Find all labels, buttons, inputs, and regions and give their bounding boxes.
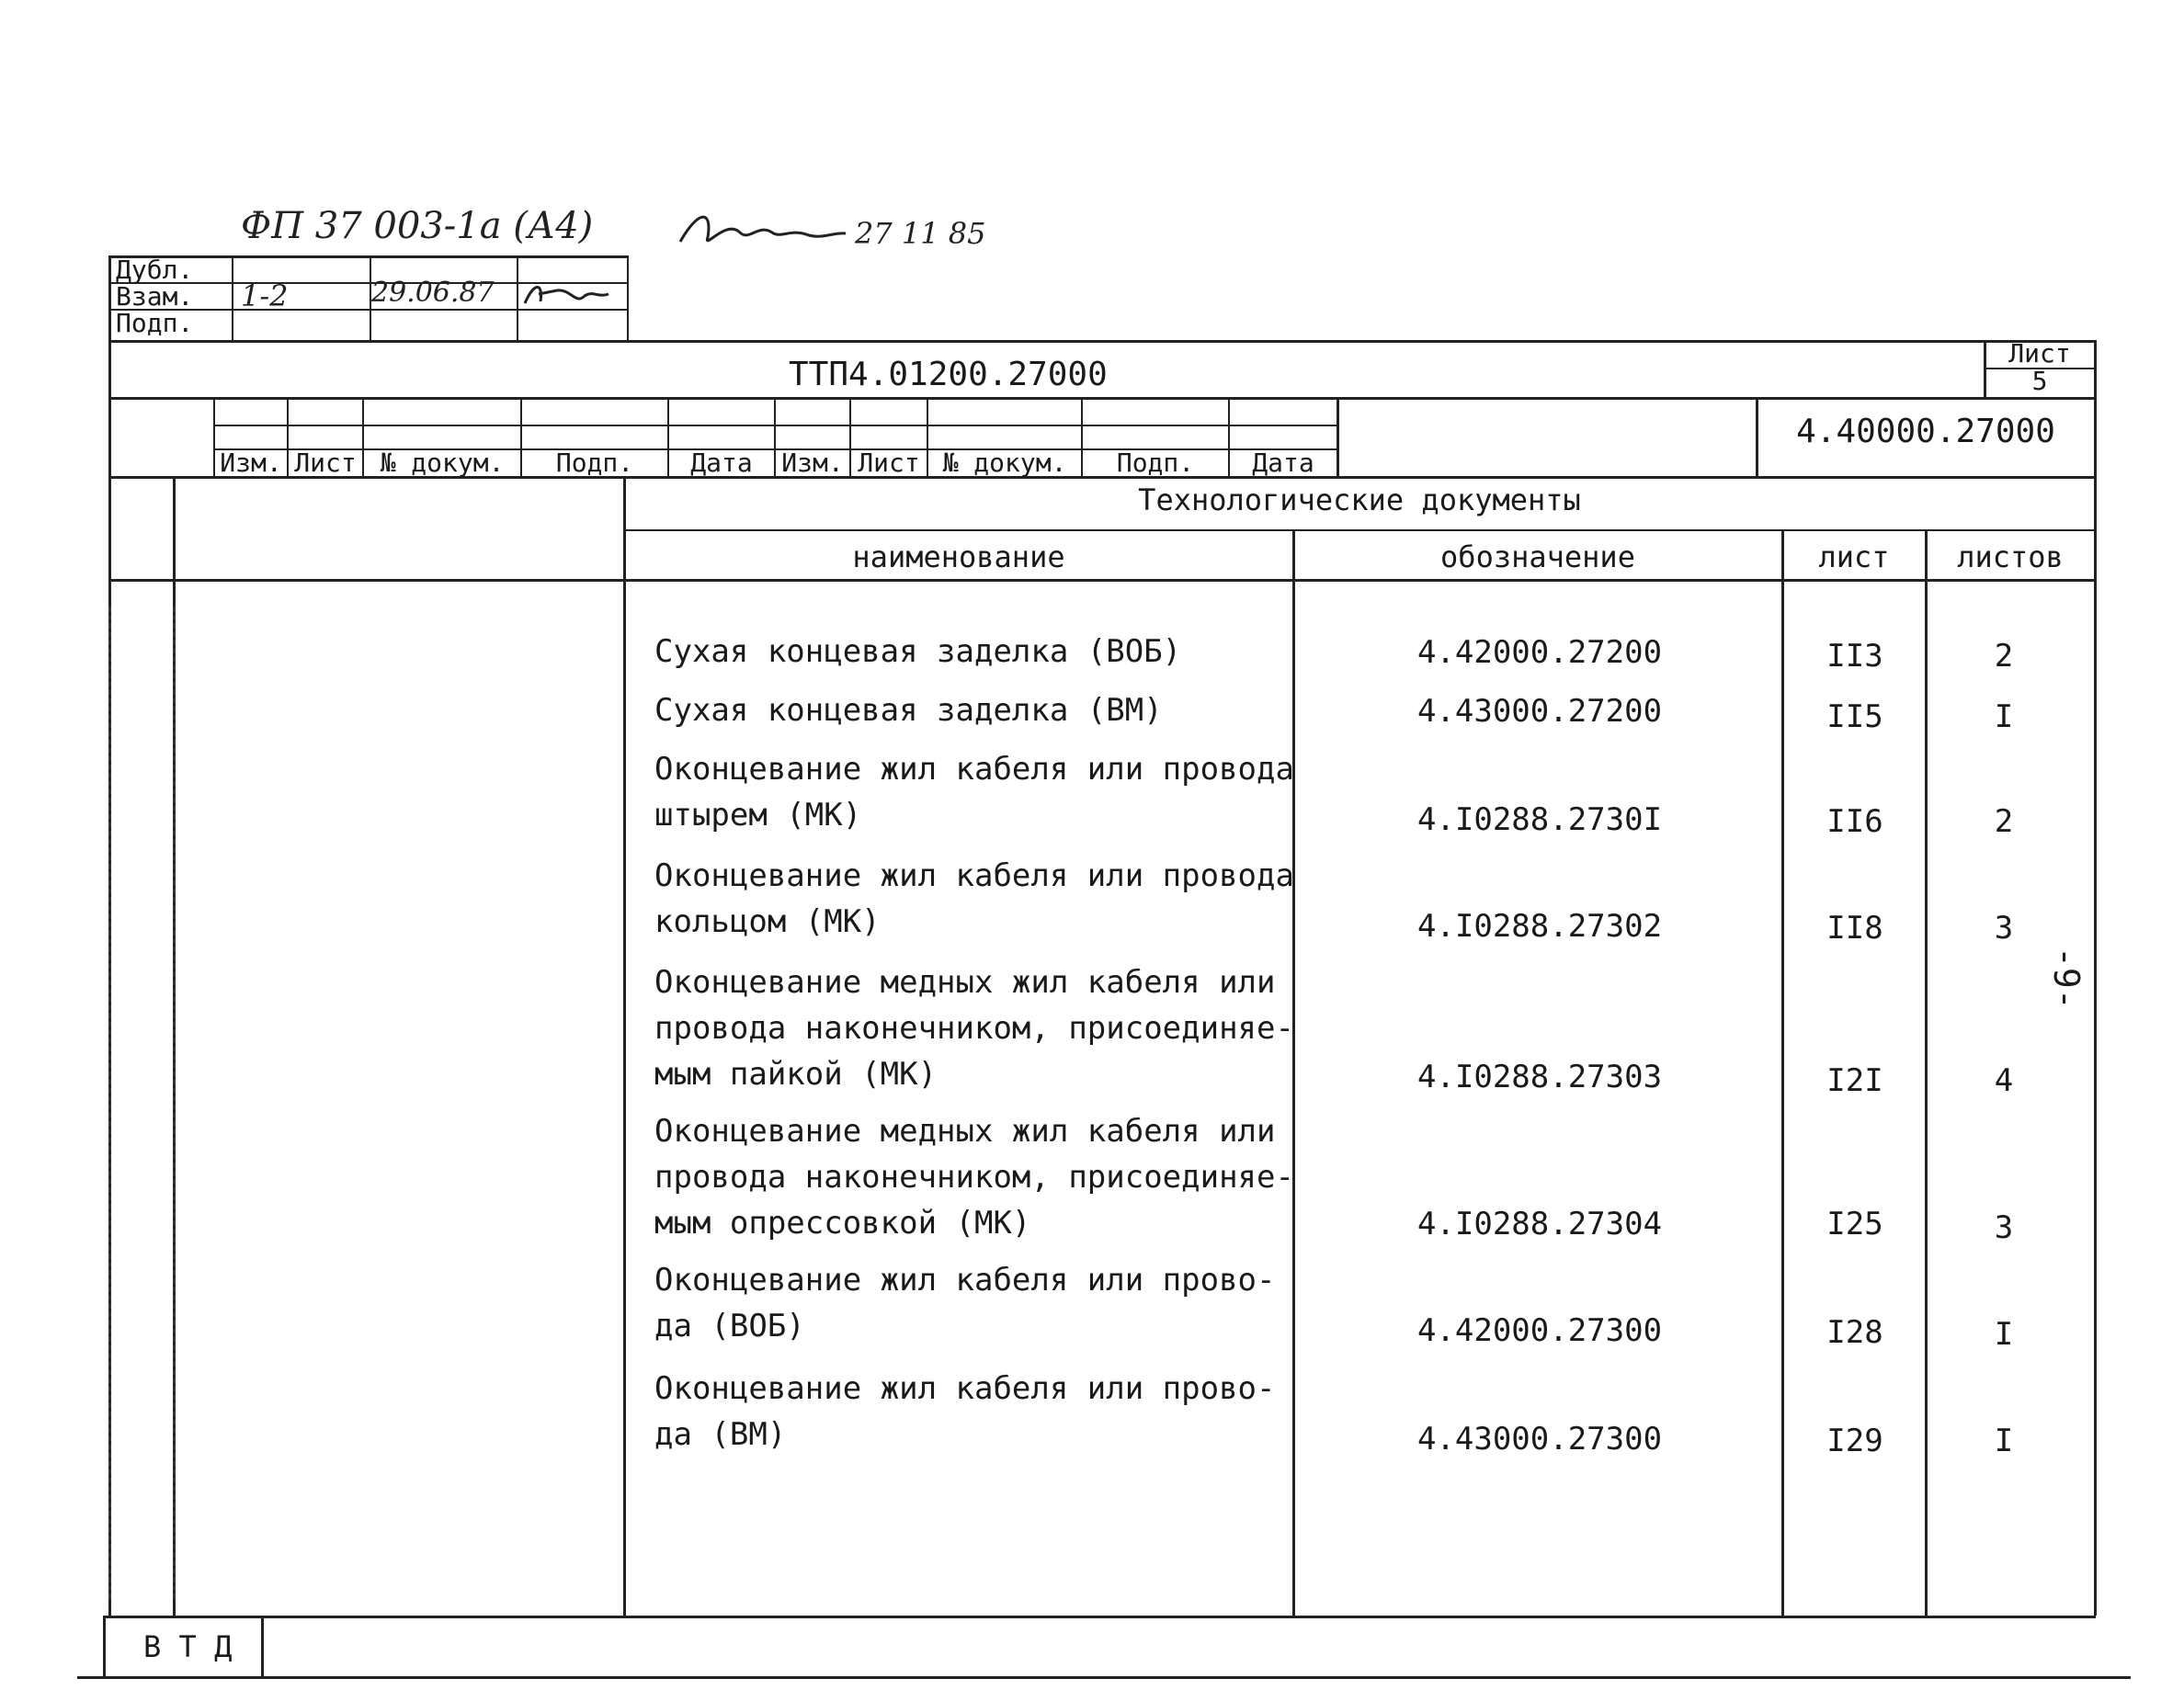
- rev-col-podp-2: Подп.: [1116, 448, 1195, 478]
- stamp-label-dubl: Дубл.: [116, 255, 194, 285]
- stamp-zam-date: 29.06.87: [371, 277, 495, 309]
- row-sheet: II5: [1826, 698, 1883, 735]
- section-title: Технологические документы: [1138, 482, 1581, 517]
- row-count: 3: [1994, 1209, 2014, 1246]
- row-sheet: I28: [1826, 1314, 1883, 1351]
- row-code: 4.43000.27300: [1416, 1421, 1663, 1457]
- row-sheet: I25: [1826, 1206, 1883, 1242]
- row-count: 2: [1994, 803, 2014, 840]
- stamp-signature-image: [520, 278, 612, 314]
- col-name-header: наименование: [852, 539, 1065, 574]
- row-code: 4.42000.27200: [1416, 634, 1663, 671]
- row-sheet: I2I: [1826, 1062, 1883, 1099]
- row-count: 4: [1994, 1062, 2014, 1099]
- col-code-header: обозначение: [1440, 539, 1635, 574]
- row-sheet: II6: [1826, 803, 1883, 840]
- row-code: 4.42000.27300: [1416, 1312, 1663, 1349]
- signature-image: [671, 200, 855, 259]
- row-name: Сухая концевая заделка (ВОБ): [654, 633, 1182, 670]
- row-name: Сухая концевая заделка (ВМ): [654, 692, 1163, 729]
- row-count: 3: [1994, 910, 2014, 947]
- row-sheet: I29: [1826, 1423, 1883, 1459]
- footer-code: В Т Д: [143, 1629, 233, 1664]
- row-count: I: [1994, 698, 2014, 735]
- title-code: 4.40000.27000: [1796, 413, 2055, 450]
- row-code: 4.I0288.27302: [1416, 908, 1663, 945]
- sheet-label: Лист: [2008, 338, 2071, 369]
- row-code: 4.I0288.2730I: [1416, 801, 1663, 838]
- row-sheet: II3: [1826, 638, 1883, 675]
- rev-col-date-1: Дата: [690, 448, 753, 478]
- doc-code: ТТП4.01200.27000: [789, 356, 1108, 393]
- sheet-number: 5: [2031, 366, 2048, 396]
- rev-col-date-2: Дата: [1252, 448, 1314, 478]
- col-sheet-header: лист: [1818, 539, 1890, 574]
- form-code: ФП 37 003-1а (А4): [241, 205, 594, 247]
- row-name: Оконцевание жил кабеля или провода кольцом (МК): [654, 857, 1294, 940]
- rev-col-list-1: Лист: [294, 448, 357, 478]
- row-name: Оконцевание жил кабеля или провода штырем (МК): [654, 751, 1294, 834]
- stamp-label-vzam: Взам.: [116, 281, 194, 312]
- rev-col-doc-1: № докум.: [380, 448, 505, 478]
- page-number: -9-: [2046, 947, 2087, 1010]
- row-code: 4.43000.27200: [1416, 693, 1663, 730]
- row-count: I: [1994, 1316, 2014, 1353]
- row-sheet: II8: [1826, 910, 1883, 947]
- row-count: 2: [1994, 638, 2014, 675]
- col-sheets-header: листов: [1957, 539, 2064, 574]
- row-name: Оконцевание медных жил кабеля или провода наконечником, присоединяе- мым пайкой (МК): [654, 964, 1294, 1093]
- signature-date: 27 11 85: [855, 216, 986, 251]
- row-count: I: [1994, 1423, 2014, 1459]
- row-name: Оконцевание медных жил кабеля или провода наконечником, присоединяе- мым опрессовкой (МК): [654, 1113, 1294, 1242]
- row-code: 4.I0288.27304: [1416, 1206, 1663, 1242]
- stamp-label-podp: Подп.: [116, 308, 194, 338]
- rev-col-podp-1: Подп.: [555, 448, 634, 478]
- rev-col-doc-2: № докум.: [942, 448, 1067, 478]
- rev-col-list-2: Лист: [858, 448, 920, 478]
- rev-col-izm-1: Изм.: [220, 448, 282, 478]
- rev-col-izm-2: Изм.: [781, 448, 844, 478]
- row-code: 4.I0288.27303: [1416, 1059, 1663, 1095]
- stamp-zam-change: 1-2: [241, 278, 289, 313]
- row-name: Оконцевание жил кабеля или прово- да (ВМ): [654, 1370, 1276, 1453]
- row-name: Оконцевание жил кабеля или прово- да (ВОБ): [654, 1262, 1276, 1344]
